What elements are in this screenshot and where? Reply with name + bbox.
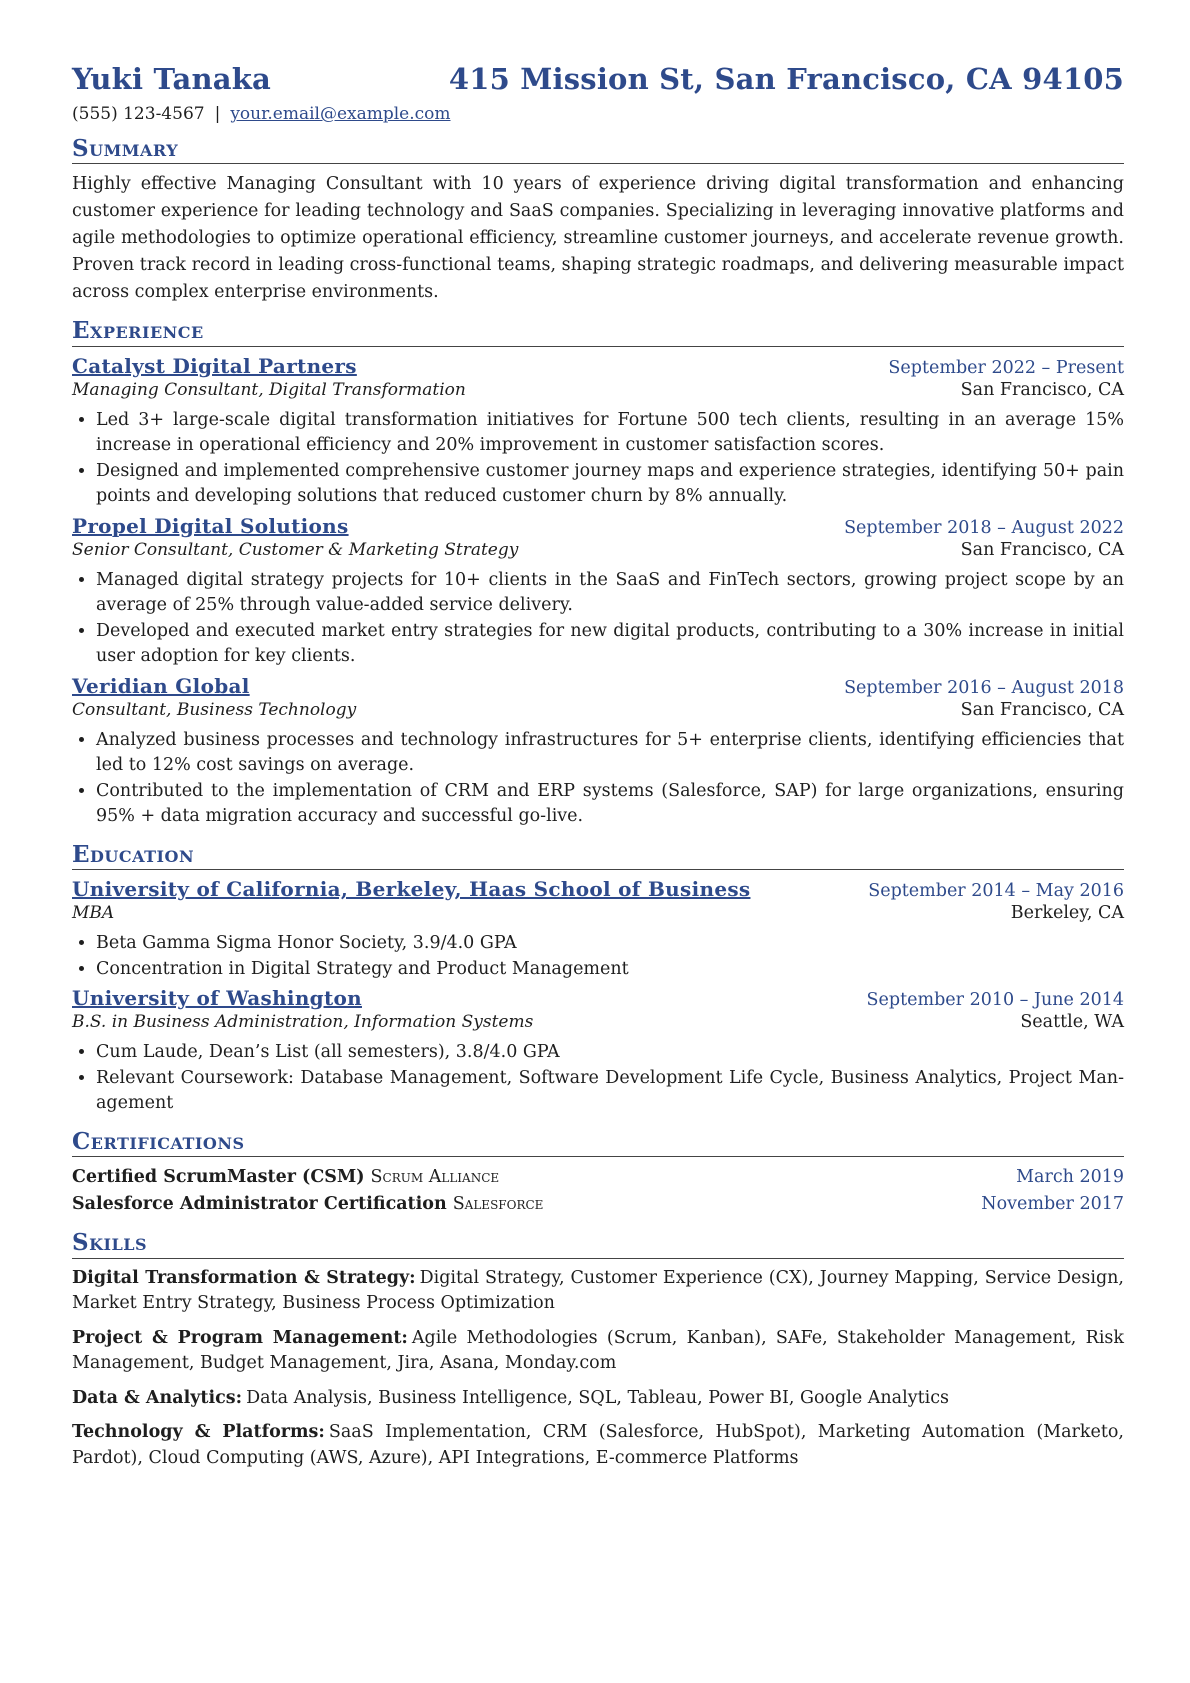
experience-entry — [72, 674, 1124, 830]
skill-category: Data & Analytics: — [72, 1387, 243, 1408]
employer-link[interactable]: Veridian Global — [72, 673, 250, 698]
school-dates: September 2014 – May 2016 — [868, 881, 1124, 902]
job-dates: September 2022 – Present — [888, 357, 1124, 378]
job-title: Senior Consultant, Customer & Marketing Strategy — [72, 539, 519, 560]
education-bullets — [72, 931, 1124, 982]
employer-link[interactable]: Catalyst Digital Partners — [72, 353, 357, 378]
section-heading-skills: Skills — [72, 1230, 1124, 1258]
certification-issuer: Salesforce — [452, 1194, 544, 1215]
job-location: San Francisco, CA — [960, 699, 1124, 720]
skill-list: Digital Strategy, Customer Experience (CX), Journey Mapping, Service Design, Market Entry Strategy, Business Process Optimization — [72, 1267, 1124, 1314]
resume-header — [72, 62, 1124, 96]
school-link[interactable]: University of Washington — [72, 986, 362, 1011]
job-dates: September 2016 – August 2018 — [844, 677, 1124, 698]
experience-section — [72, 318, 1124, 829]
bullet-item: • Led 3+ large-scale digital transformation initiatives for Fortune 500 tech clients, resulting in an average 15% increase in operational efficiency and 20% improvement in customer satisfaction scores. — [96, 408, 1124, 459]
section-heading-certifications: Certifications — [72, 1129, 1124, 1157]
education-entry — [72, 986, 1124, 1117]
certifications-section — [72, 1129, 1124, 1218]
certification-issuer: Scrum Alliance — [370, 1167, 500, 1188]
education-bullets — [72, 1040, 1124, 1117]
certification-name: Certified ScrumMaster (CSM) — [72, 1167, 365, 1188]
skill-group — [72, 1326, 1124, 1377]
section-heading-experience: Experience — [72, 318, 1124, 346]
skill-category: Project & Program Management: — [72, 1327, 408, 1348]
bullet-item: • Relevant Coursework: Database Management, Software Development Life Cycle, Business Analytics, Project Management — [96, 1066, 1124, 1117]
certification-row — [72, 1164, 1124, 1191]
bullet-item: • Cum Laude, Dean’s List (all semesters), 3.8/4.0 GPA — [96, 1040, 1124, 1066]
school-link[interactable]: University of California, Berkeley, Haas School of Business — [72, 877, 751, 902]
skill-group — [72, 1386, 1124, 1412]
skills-section — [72, 1230, 1124, 1471]
bullet-item: • Managed digital strategy projects for 10+ clients in the SaaS and FinTech sectors, growing project scope by an average of 25% through value-added service delivery. — [96, 568, 1124, 619]
candidate-name: Yuki Tanaka — [72, 62, 272, 96]
contact-line — [72, 104, 1124, 124]
bullet-item: • Concentration in Digital Strategy and Product Management — [96, 957, 1124, 983]
contact-separator: | — [214, 104, 221, 124]
bullet-item: • Beta Gamma Sigma Honor Society, 3.9/4.0 GPA — [96, 931, 1124, 957]
certification-date: March 2019 — [1016, 1167, 1124, 1188]
job-title: Consultant, Business Technology — [72, 699, 357, 720]
job-bullets — [72, 728, 1124, 830]
certification-date: November 2017 — [981, 1194, 1124, 1215]
experience-entry — [72, 514, 1124, 670]
email-link[interactable]: your.email@example.com — [230, 104, 451, 124]
section-heading-education: Education — [72, 842, 1124, 870]
section-heading-summary: Summary — [72, 136, 1124, 164]
experience-entry — [72, 354, 1124, 510]
employer-link[interactable]: Propel Digital Solutions — [72, 513, 349, 538]
school-location: Berkeley, CA — [1010, 903, 1124, 924]
summary-text: Highly effective Managing Consultant with 10 years of experience driving digital transformation and enhancing customer experience for leading technology and SaaS companies. Specializing in leveraging innovative platforms and agile methodologies to optimize operational efficiency, streamline customer journeys, and accelerate revenue growth. Proven track record in leading cross-functional teams, shaping strategic roadmaps, and delivering measurable impact across complex enterprise environments. — [72, 174, 1124, 303]
bullet-item: • Analyzed business processes and technology infrastructures for 5+ enterprise clients, identifying efficiencies that led to 12% cost savings on average. — [96, 728, 1124, 779]
skill-list: Data Analysis, Business Intelligence, SQL, Tableau, Power BI, Google Analytics — [246, 1387, 950, 1408]
degree: MBA — [72, 903, 115, 924]
school-location: Seattle, WA — [1020, 1012, 1124, 1033]
skill-list: SaaS Implementation, CRM (Salesforce, HubSpot), Marketing Automation (Marketo, Pardot), Cloud Computing (AWS, Azure), API Integrations, E-commerce Platforms — [72, 1422, 1124, 1468]
skill-category: Digital Transformation & Strategy: — [72, 1267, 416, 1288]
job-bullets — [72, 568, 1124, 670]
skill-category: Technology & Platforms: — [72, 1422, 325, 1443]
degree: B.S. in Business Administration, Information Systems — [72, 1012, 534, 1033]
candidate-address: 415 Mission St, San Francisco, CA 94105 — [448, 62, 1124, 96]
summary-section — [72, 136, 1124, 306]
bullet-item: • Contributed to the implementation of CRM and ERP systems (Salesforce, SAP) for large organizations, ensuring 95% + data migration accuracy and successful go-live. — [96, 779, 1124, 830]
education-section — [72, 842, 1124, 1117]
job-bullets — [72, 408, 1124, 510]
phone-number: (555) 123-4567 — [72, 104, 205, 124]
certification-name: Salesforce Administrator Certification — [72, 1194, 447, 1215]
skill-group — [72, 1266, 1124, 1317]
skill-group — [72, 1420, 1124, 1471]
job-dates: September 2018 – August 2022 — [844, 517, 1124, 538]
education-entry — [72, 877, 1124, 982]
job-title: Managing Consultant, Digital Transformation — [72, 379, 466, 400]
job-location: San Francisco, CA — [960, 539, 1124, 560]
skill-list: Agile Methodologies (Scrum, Kanban), SAFe, Stakeholder Management, Risk Management, Budget Management, Jira, Asana, Monday.com — [72, 1327, 1124, 1374]
job-location: San Francisco, CA — [960, 379, 1124, 400]
bullet-item: • Designed and implemented comprehensive customer journey maps and experience strategies, identifying 50+ pain points and developing solutions that reduced customer churn by 8% annually. — [96, 459, 1124, 510]
school-dates: September 2010 – June 2014 — [866, 990, 1124, 1011]
certification-row — [72, 1191, 1124, 1218]
bullet-item: • Developed and executed market entry strategies for new digital products, contributing to a 30% increase in initial user adoption for key clients. — [96, 619, 1124, 670]
